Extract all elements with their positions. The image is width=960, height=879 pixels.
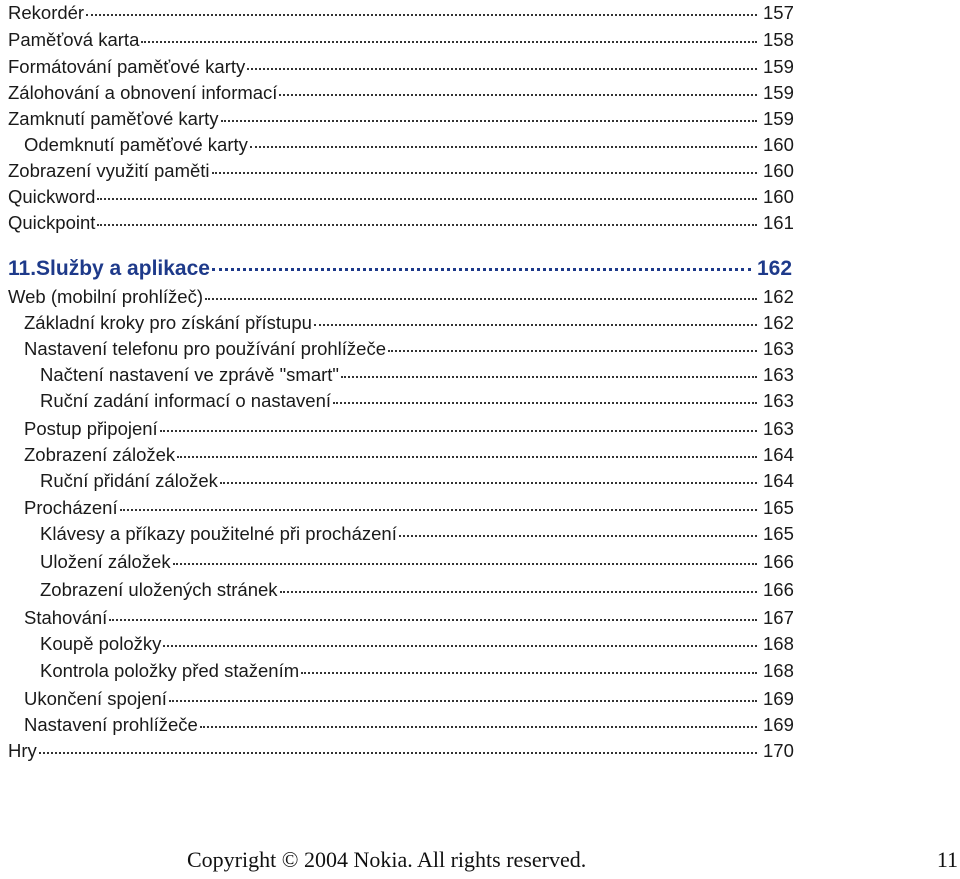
- toc-entry-title: Zobrazení využití paměti: [8, 160, 210, 181]
- toc-entry[interactable]: [0, 338, 805, 360]
- toc-entry-title: Quickword: [8, 186, 96, 207]
- toc-entry[interactable]: [0, 523, 805, 545]
- toc-page-number: 160: [763, 134, 794, 155]
- toc-entry[interactable]: [0, 497, 805, 519]
- toc-entry-title: Kontrola položky před stažením: [40, 660, 300, 681]
- toc-dot-leader: [109, 619, 757, 621]
- toc-page-number: 158: [763, 29, 794, 50]
- toc-chapter-heading[interactable]: [0, 258, 805, 280]
- toc-page-number: 162: [763, 286, 794, 307]
- toc-page-number: 168: [763, 660, 794, 681]
- page-number: 11: [936, 847, 958, 872]
- toc-dot-leader: [177, 456, 757, 458]
- toc-dot-leader: [280, 591, 757, 593]
- copyright-notice: Copyright © 2004 Nokia. All rights reserved.: [187, 847, 587, 872]
- toc-dot-leader: [221, 120, 757, 122]
- toc-entry[interactable]: [0, 688, 805, 710]
- toc-entry-title: Uložení záložek: [40, 551, 171, 572]
- toc-page-number: 165: [763, 497, 794, 518]
- toc-page-number: 161: [763, 212, 794, 233]
- toc-entry[interactable]: [0, 551, 805, 573]
- toc-entry[interactable]: [0, 82, 805, 104]
- toc-page-number: 159: [763, 56, 794, 77]
- toc-page-number: 162: [757, 257, 793, 280]
- toc-dot-leader: [97, 198, 757, 200]
- toc-page-number: 162: [763, 312, 794, 333]
- toc-entry-title: Nastavení telefonu pro používání prohlížeče: [24, 338, 387, 359]
- toc-dot-leader: [388, 350, 757, 352]
- page-footer: [0, 845, 960, 879]
- toc-entry-title: Klávesy a příkazy použitelné při procházení: [40, 523, 397, 544]
- toc-entry[interactable]: [0, 286, 805, 308]
- toc-page-number: 164: [763, 444, 794, 465]
- toc-page-number: 163: [763, 338, 794, 359]
- toc-entry[interactable]: [0, 29, 805, 51]
- toc-dot-leader: [173, 563, 757, 565]
- toc-entry-title: Zobrazení uložených stránek: [40, 579, 278, 600]
- toc-entry-title: Stahování: [24, 607, 108, 628]
- toc-entry-title: Zamknutí paměťové karty: [8, 108, 219, 129]
- toc-dot-leader: [314, 324, 757, 326]
- toc-page-number: 166: [763, 579, 794, 600]
- toc-entry[interactable]: [0, 134, 805, 156]
- toc-page-number: 163: [763, 364, 794, 385]
- toc-page-number: 169: [763, 714, 794, 735]
- toc-entry[interactable]: [0, 633, 805, 655]
- toc-dot-leader: [212, 268, 751, 271]
- toc-dot-leader: [169, 700, 757, 702]
- toc-dot-leader: [279, 94, 757, 96]
- toc-dot-leader: [220, 482, 757, 484]
- toc-dot-leader: [39, 752, 757, 754]
- toc-entry[interactable]: [0, 212, 805, 234]
- toc-page-number: 163: [763, 390, 794, 411]
- toc-dot-leader: [86, 14, 757, 16]
- toc-entry[interactable]: [0, 312, 805, 334]
- toc-dot-leader: [301, 672, 757, 674]
- toc-entry[interactable]: [0, 607, 805, 629]
- toc-entry-title: Procházení: [24, 497, 118, 518]
- toc-entry-title: Ruční zadání informací o nastavení: [40, 390, 332, 411]
- toc-entry-title: Základní kroky pro získání přístupu: [24, 312, 312, 333]
- toc-entry-title: Paměťová karta: [8, 29, 140, 50]
- toc-page-number: 170: [763, 740, 794, 761]
- toc-page-number: 169: [763, 688, 794, 709]
- toc-entry[interactable]: [0, 418, 805, 440]
- toc-entry[interactable]: [0, 56, 805, 78]
- toc-entry[interactable]: [0, 740, 805, 762]
- toc-entry-title: Zálohování a obnovení informací: [8, 82, 278, 103]
- toc-entry-title: Postup připojení: [24, 418, 158, 439]
- toc-entry-title: Ruční přidání záložek: [40, 470, 218, 491]
- toc-entry-title: Quickpoint: [8, 212, 96, 233]
- toc-entry-title: Ukončení spojení: [24, 688, 167, 709]
- toc-entry[interactable]: [0, 108, 805, 130]
- toc-page-number: 160: [763, 186, 794, 207]
- toc-dot-leader: [141, 41, 757, 43]
- toc-page-number: 164: [763, 470, 794, 491]
- toc-entry[interactable]: [0, 579, 805, 601]
- toc-dot-leader: [250, 146, 757, 148]
- toc-dot-leader: [200, 726, 757, 728]
- toc-entry-title: Načtení nastavení ve zprávě "smart": [40, 364, 339, 385]
- toc-entry-title: 11.Služby a aplikace: [8, 257, 210, 280]
- toc-entry[interactable]: [0, 660, 805, 682]
- toc-dot-leader: [333, 402, 757, 404]
- toc-page-number: 157: [763, 2, 794, 23]
- toc-page-number: 167: [763, 607, 794, 628]
- toc-entry[interactable]: [0, 160, 805, 182]
- toc-entry[interactable]: [0, 364, 805, 386]
- toc-dot-leader: [163, 645, 757, 647]
- toc-dot-leader: [399, 535, 757, 537]
- toc-page-number: 166: [763, 551, 794, 572]
- toc-entry[interactable]: [0, 2, 805, 24]
- toc-page-number: 160: [763, 160, 794, 181]
- toc-page-number: 159: [763, 82, 794, 103]
- toc-entry-title: Web (mobilní prohlížeč): [8, 286, 204, 307]
- toc-entry[interactable]: [0, 444, 805, 466]
- toc-dot-leader: [120, 509, 757, 511]
- toc-entry-title: Rekordér: [8, 2, 85, 23]
- toc-dot-leader: [160, 430, 757, 432]
- toc-page-number: 165: [763, 523, 794, 544]
- toc-entry-title: Formátování paměťové karty: [8, 56, 246, 77]
- toc-page-number: 168: [763, 633, 794, 654]
- toc-entry-title: Zobrazení záložek: [24, 444, 176, 465]
- toc-entry-title: Odemknutí paměťové karty: [24, 134, 248, 155]
- toc-entry-title: Koupě položky: [40, 633, 162, 654]
- toc-entry[interactable]: [0, 714, 805, 736]
- toc-dot-leader: [341, 376, 757, 378]
- toc-page-number: 163: [763, 418, 794, 439]
- toc-dot-leader: [212, 172, 757, 174]
- toc-dot-leader: [247, 68, 757, 70]
- toc-entry-title: Hry: [8, 740, 37, 761]
- toc-entry[interactable]: [0, 390, 805, 412]
- toc-page-number: 159: [763, 108, 794, 129]
- toc-dot-leader: [205, 298, 757, 300]
- toc-entry-title: Nastavení prohlížeče: [24, 714, 198, 735]
- toc-dot-leader: [97, 224, 757, 226]
- toc-entry[interactable]: [0, 470, 805, 492]
- toc-entry[interactable]: [0, 186, 805, 208]
